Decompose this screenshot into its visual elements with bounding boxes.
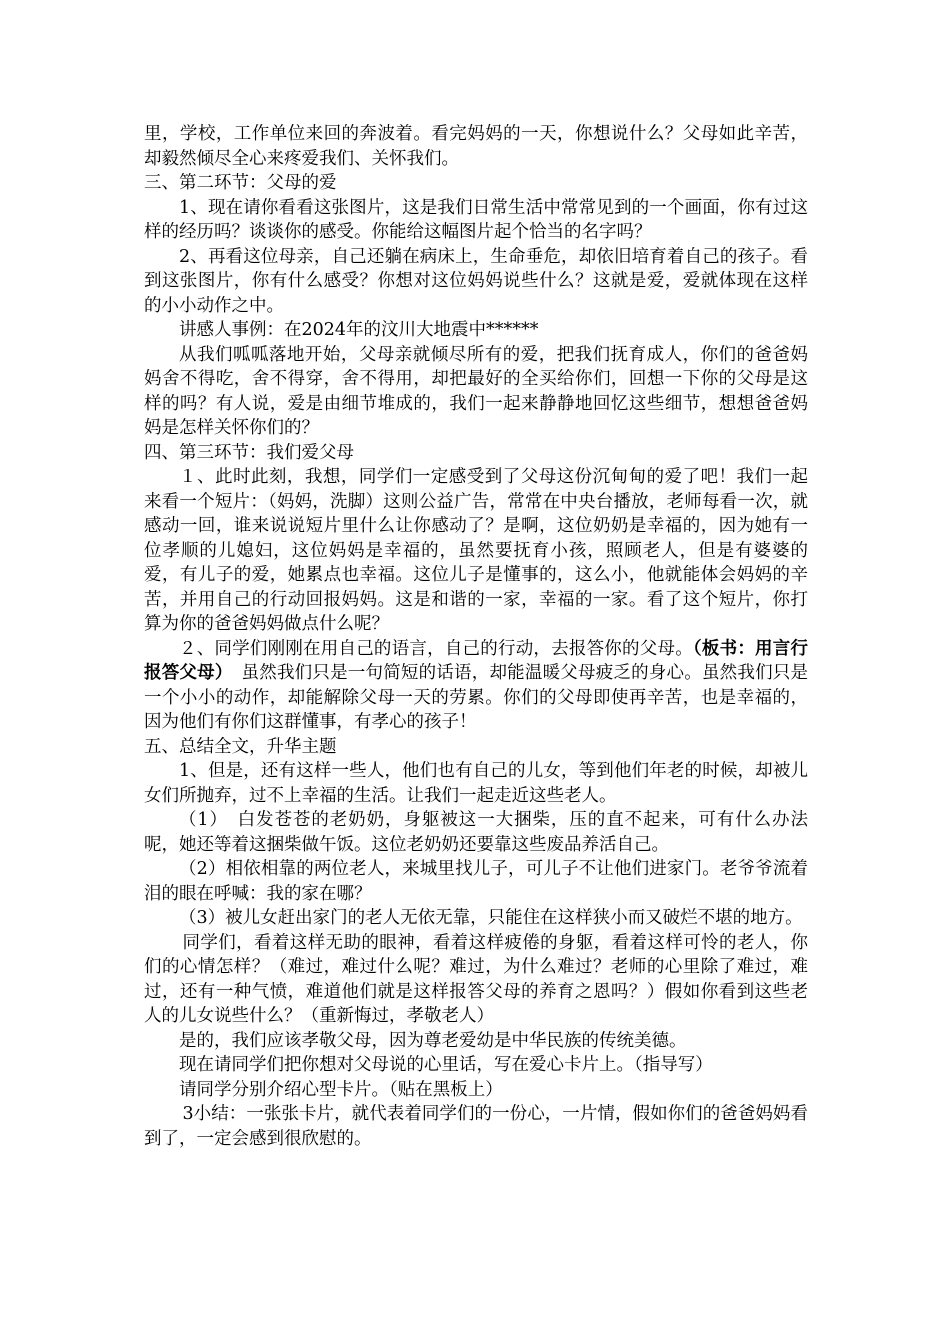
paragraph: 讲感人事例：在2024年的汶川大地震中****** bbox=[179, 320, 539, 340]
paragraph: （1） 白发苍苍的老奶奶，身躯被这一大捆柴，压的直不起来，可有什么办法呢，她还等着这捆柴做午饭。这位老奶奶还要靠这些废品养活自己。 bbox=[144, 810, 808, 855]
paragraph-with-bold bbox=[144, 637, 808, 735]
section-heading-3: 三、第二环节：父母的爱 bbox=[144, 173, 337, 193]
paragraph: 3小结：一张张卡片，就代表着同学们的一份心，一片情，假如你们的爸爸妈妈看到了，一定会感到很欣慰的。 bbox=[144, 1104, 808, 1149]
section-heading-5: 五、总结全文，升华主题 bbox=[144, 736, 337, 757]
paragraph: 请同学分别介绍心型卡片。（贴在黑板上） bbox=[179, 1079, 503, 1100]
paragraph-text: ２、同学们刚刚在用自己的语言，自己的行动，去报答你的父母。 bbox=[179, 638, 693, 659]
paragraph: 2、再看这位母亲，自己还躺在病床上，生命垂危，却依旧培育着自己的孩子。看到这张图片，你有什么感受？你想对这位妈妈说些什么？这就是爱，爱就体现在这样的小小动作之中。 bbox=[144, 246, 808, 316]
paragraph: １、此时此刻，我想，同学们一定感受到了父母这份沉甸甸的爱了吧！我们一起来看一个短片：（妈妈，洗脚）这则公益广告，常常在中央台播放，老师每看一次，就感动一回，谁来说说短片里什么让你感动了？是啊，这位奶奶是幸福的，因为她有一位孝顺的儿媳妇，这位妈妈是幸福的，虽然要抚育小孩，照顾老人，但是有婆婆的爱，有儿子的爱，她累点也幸福。这位儿子是懂事的，这么小，他就能体会妈妈的辛苦，并用自己的行动回报妈妈。这是和谐的一家，幸福的一家。看了这个短片，你打算为你的爸爸妈妈做点什么呢？ bbox=[144, 467, 808, 634]
paragraph-text-after: 虽然我们只是一句简短的话语，却能温暖父母疲乏的身心。虽然我们只是一个小小的动作，却能解除父母一天的劳累。你们的父母即使再辛苦，也是幸福的，因为他们有你们这群懂事，有孝心的孩子！ bbox=[144, 663, 809, 732]
paragraph: （2）相依相靠的两位老人，来城里找儿子，可儿子不让他们进家门。老爷爷流着泪的眼在呼喊：我的家在哪？ bbox=[144, 859, 808, 904]
document-page bbox=[144, 122, 808, 1151]
paragraph: 同学们，看着这样无助的眼神，看着这样疲倦的身躯，看着这样可怜的老人，你们的心情怎样？（难过，难过什么呢？难过，为什么难过？老师的心里除了难过，难过，还有一种气愤，难道他们就是这样报答父母的养育之恩吗？）假如你看到这些老人的儿女说些什么？（重新悔过，孝敬老人） bbox=[144, 932, 808, 1026]
section-heading-4: 四、第三环节：我们爱父母 bbox=[144, 442, 354, 463]
paragraph: 从我们呱呱落地开始，父母亲就倾尽所有的爱，把我们抚育成人，你们的爸爸妈妈舍不得吃，舍不得穿，舍不得用，却把最好的全买给你们，回想一下你的父母是这样的吗？有人说，爱是由细节堆成的，我们一起来静静地回忆这些细节，想想爸爸妈妈是怎样关怀你们的？ bbox=[144, 344, 808, 438]
paragraph: （3）被儿女赶出家门的老人无依无靠，只能住在这样狭小而又破烂不堪的地方。 bbox=[179, 908, 803, 928]
blackboard-note: （板书：用言行报答父母） bbox=[144, 638, 809, 683]
paragraph: 1、现在请你看看这张图片，这是我们日常生活中常常见到的一个画面，你有过这样的经历吗？谈谈你的感受。你能给这幅图片起个恰当的名字吗？ bbox=[144, 197, 808, 242]
paragraph: 现在请同学们把你想对父母说的心里话，写在爱心卡片上。（指导写） bbox=[179, 1055, 713, 1075]
paragraph: 1、但是，还有这样一些人，他们也有自己的儿女，等到他们年老的时候，却被儿女们所抛弃，过不上幸福的生活。让我们一起走近这些老人。 bbox=[144, 761, 808, 806]
paragraph-continuation: 里，学校，工作单位来回的奔波着。看完妈妈的一天，你想说什么？父母如此辛苦，却毅然倾尽全心来疼爱我们、关怀我们。 bbox=[144, 124, 808, 169]
paragraph: 是的，我们应该孝敬父母，因为尊老爱幼是中华民族的传统美德。 bbox=[179, 1030, 687, 1051]
